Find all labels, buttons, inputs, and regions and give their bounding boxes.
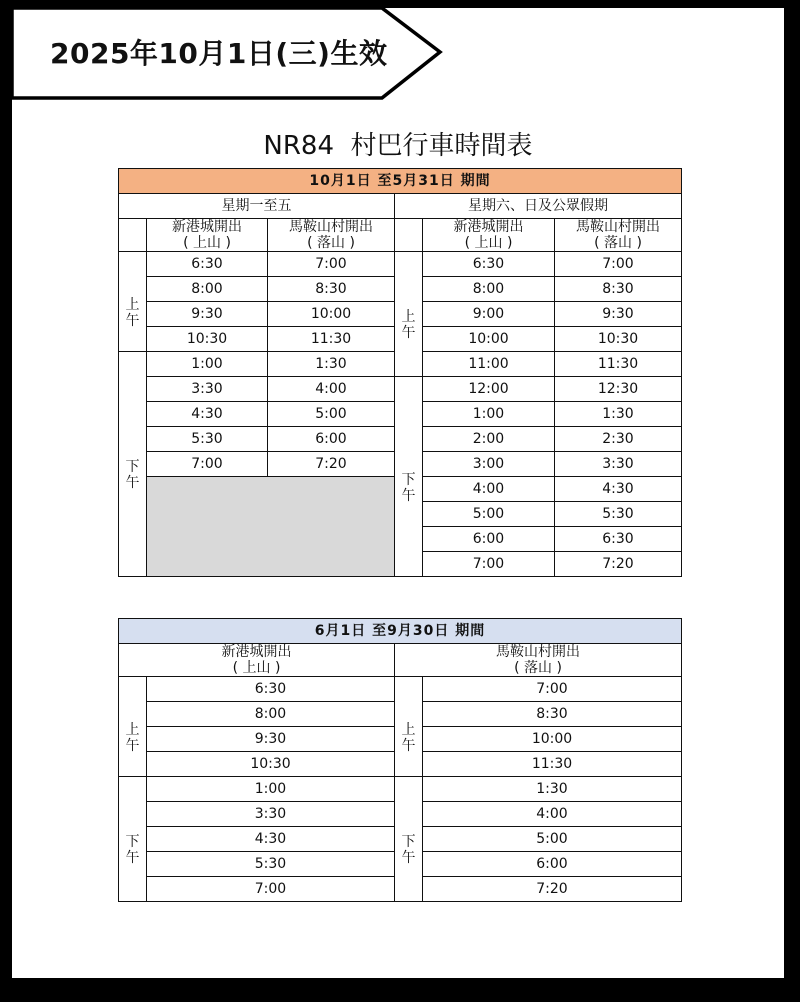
time-cell: 11:30: [423, 752, 682, 777]
time-cell: 7:00: [147, 877, 395, 902]
weekday-pm-label: 下 午: [119, 352, 147, 577]
time-cell: 1:00: [423, 402, 555, 427]
time-cell: 11:30: [268, 327, 395, 352]
time-cell: 8:30: [423, 702, 682, 727]
period-heading: 10月1日 至5月31日 期間: [119, 169, 682, 194]
time-cell: 9:00: [423, 302, 555, 327]
time-cell: 7:00: [147, 452, 268, 477]
time-cell: 5:30: [555, 502, 682, 527]
time-cell: 7:20: [555, 552, 682, 577]
time-cell: 12:30: [555, 377, 682, 402]
time-cell: 4:30: [147, 827, 395, 852]
time-cell: 4:00: [423, 802, 682, 827]
time-cell: 9:30: [147, 727, 395, 752]
time-cell: 11:00: [423, 352, 555, 377]
time-cell: 5:00: [423, 827, 682, 852]
weekday-am-label: 上 午: [119, 252, 147, 352]
time-cell: 6:30: [147, 677, 395, 702]
time-cell: 3:30: [555, 452, 682, 477]
time-cell: 10:30: [555, 327, 682, 352]
weekday-header: 星期一至五: [119, 194, 395, 219]
time-cell: 1:30: [423, 777, 682, 802]
weekday-col-out: 新港城開出 ( 上山 ): [147, 219, 268, 252]
time-cell: 8:00: [147, 277, 268, 302]
time-cell: 6:30: [555, 527, 682, 552]
time-cell: 8:30: [268, 277, 395, 302]
time-cell: 4:30: [555, 477, 682, 502]
time-cell: 4:30: [147, 402, 268, 427]
time-cell: 5:00: [423, 502, 555, 527]
time-cell: 12:00: [423, 377, 555, 402]
summer-in-pm-label: 下 午: [395, 777, 423, 902]
time-cell: 6:30: [147, 252, 268, 277]
time-cell: 10:00: [423, 327, 555, 352]
weekday-col-in: 馬鞍山村開出 ( 落山 ): [268, 219, 395, 252]
time-cell: 8:30: [555, 277, 682, 302]
empty-shaded-area: [147, 477, 395, 577]
time-cell: 6:00: [423, 852, 682, 877]
time-cell: 7:00: [268, 252, 395, 277]
time-cell: 6:00: [423, 527, 555, 552]
time-cell: 1:00: [147, 352, 268, 377]
timetable-sheet: [12, 8, 784, 978]
time-cell: 4:00: [268, 377, 395, 402]
summer-col-out: 新港城開出 ( 上山 ): [119, 644, 395, 677]
weekend-col-in: 馬鞍山村開出 ( 落山 ): [555, 219, 682, 252]
time-cell: 3:30: [147, 377, 268, 402]
time-cell: 7:00: [423, 552, 555, 577]
summer-out-am-label: 上 午: [119, 677, 147, 777]
page-title: NR84 村巴行車時間表: [263, 131, 533, 161]
time-cell: 6:00: [268, 427, 395, 452]
time-cell: 7:20: [423, 877, 682, 902]
time-cell: 8:00: [147, 702, 395, 727]
weekend-pm-label: 下 午: [395, 377, 423, 577]
time-cell: 9:30: [147, 302, 268, 327]
time-cell: 5:30: [147, 427, 268, 452]
time-cell: 2:00: [423, 427, 555, 452]
timetable-jun-sep: [118, 618, 682, 902]
summer-in-am-label: 上 午: [395, 677, 423, 777]
time-cell: 3:00: [423, 452, 555, 477]
time-cell: 10:30: [147, 752, 395, 777]
time-cell: 7:20: [268, 452, 395, 477]
time-cell: 5:30: [147, 852, 395, 877]
period-heading: 6月1日 至9月30日 期間: [119, 619, 682, 644]
time-cell: 9:30: [555, 302, 682, 327]
weekend-header: 星期六、日及公眾假期: [395, 194, 682, 219]
summer-col-in: 馬鞍山村開出 ( 落山 ): [395, 644, 682, 677]
weekend-col-out: 新港城開出 ( 上山 ): [423, 219, 555, 252]
time-cell: 6:30: [423, 252, 555, 277]
timetable-oct-may: [118, 168, 682, 577]
time-cell: 1:00: [147, 777, 395, 802]
time-cell: 2:30: [555, 427, 682, 452]
effective-date-banner: [12, 8, 457, 102]
time-cell: 1:30: [268, 352, 395, 377]
time-cell: 7:00: [423, 677, 682, 702]
time-cell: 3:30: [147, 802, 395, 827]
time-cell: 8:00: [423, 277, 555, 302]
summer-out-pm-label: 下 午: [119, 777, 147, 902]
time-cell: 10:00: [268, 302, 395, 327]
time-cell: 7:00: [555, 252, 682, 277]
time-cell: 4:00: [423, 477, 555, 502]
weekend-am-label: 上 午: [395, 252, 423, 377]
time-cell: 1:30: [555, 402, 682, 427]
effective-date-text: 2025年10月1日(三)生效: [50, 37, 388, 70]
time-cell: 5:00: [268, 402, 395, 427]
time-cell: 10:00: [423, 727, 682, 752]
time-cell: 10:30: [147, 327, 268, 352]
time-cell: 11:30: [555, 352, 682, 377]
